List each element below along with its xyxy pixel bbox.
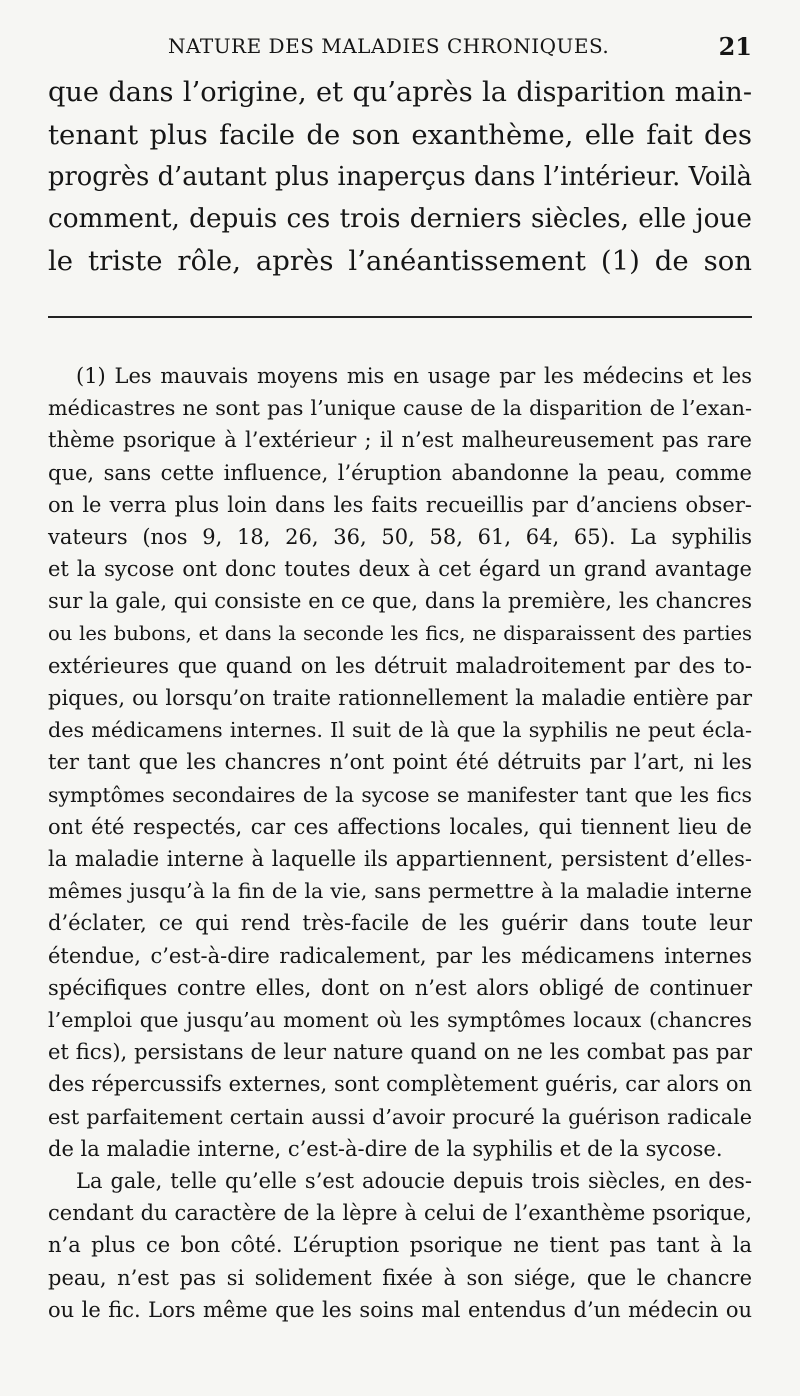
footnote-line: on le verra plus loin dans les faits recueillis par d’anciens obser- — [48, 492, 752, 517]
footnote-line: de la maladie interne, c’est-à-dire de la syphilis et de la sycose. — [48, 1136, 723, 1161]
footnote-block — [48, 360, 752, 1326]
footnote-line: piques, ou lorsqu’on traite rationnellement la maladie entière par — [48, 686, 752, 711]
footnote-line: et la sycose ont donc toutes deux à cet égard un grand avantage — [48, 557, 752, 582]
footnote-line: n’a plus ce bon côté. L’éruption psorique ne tient pas tant à la — [48, 1233, 752, 1258]
footnote-line: sur la gale, qui consiste en ce que, dans la première, les chancres — [48, 589, 752, 614]
footnote-line: et fics), persistans de leur nature quand on ne les combat pas par — [48, 1040, 752, 1065]
footnote-line: des médicamens internes. Il suit de là que la syphilis ne peut écla- — [48, 718, 752, 743]
text-line: que dans l’origine, et qu’après la disparition main- — [48, 77, 752, 108]
footnote-line: d’éclater, ce qui rend très-facile de les guérir dans toute leur — [48, 911, 752, 936]
text-line: tenant plus facile de son exanthème, elle fait des — [48, 119, 752, 151]
footnote-separator-rule — [48, 316, 752, 318]
footnote-line: ou le fic. Lors même que les soins mal entendus d’un médecin ou — [48, 1297, 752, 1322]
page-number: 21 — [718, 32, 752, 61]
footnote-line: des répercussifs externes, sont complètement guéris, car alors on — [48, 1072, 752, 1097]
footnote-line: ont été respectés, car ces affections locales, qui tiennent lieu de — [48, 814, 752, 839]
footnote-line: symptômes secondaires de la sycose se manifester tant que les fics — [48, 782, 752, 807]
footnote-line: médicastres ne sont pas l’unique cause de la disparition de l’exan- — [48, 396, 752, 421]
footnote-line: thème psorique à l’extérieur ; il n’est malheureusement pas rare — [48, 428, 752, 453]
page-header — [48, 30, 752, 62]
footnote-line: l’emploi que jusqu’au moment où les symptômes locaux (chancres — [48, 1008, 752, 1033]
running-title: NATURE DES MALADIES CHRONIQUES. — [168, 34, 610, 58]
footnote-line: étendue, c’est-à-dire radicalement, par les médicamens internes — [48, 943, 752, 968]
text-line: progrès d’autant plus inaperçus dans l’intérieur. Voilà — [48, 162, 752, 192]
text-line: le triste rôle, après l’anéantissement (1) de son — [48, 245, 752, 277]
footnote-line: peau, n’est pas si solidement fixée à son siége, que le chancre — [48, 1265, 752, 1290]
footnote-line: (1) Les mauvais moyens mis en usage par les médecins et les — [76, 364, 752, 388]
footnote-line: La gale, telle qu’elle s’est adoucie depuis trois siècles, en des- — [76, 1169, 752, 1194]
footnote-line: que, sans cette influence, l’éruption abandonne la peau, comme — [48, 460, 752, 485]
footnote-line: mêmes jusqu’à la fin de la vie, sans permettre à la maladie interne — [48, 879, 752, 904]
footnote-line: extérieures que quand on les détruit maladroitement par des to- — [48, 653, 752, 678]
footnote-line: cendant du caractère de la lèpre à celui de l’exanthème psorique, — [48, 1201, 752, 1226]
footnote-line: la maladie interne à laquelle ils appartiennent, persistent d’elles- — [48, 847, 752, 872]
footnote-line: ou les bubons, et dans la seconde les fics, ne disparaissent des parties — [48, 621, 752, 645]
text-line: comment, depuis ces trois derniers siècles, elle joue — [48, 204, 752, 234]
footnote-line: ter tant que les chancres n’ont point été détruits par l’art, ni les — [48, 750, 752, 775]
main-text-block — [48, 72, 752, 282]
footnote-line: vateurs (nos 9, 18, 26, 36, 50, 58, 61, 64, 65). La syphilis — [48, 525, 752, 550]
footnote-line: spécifiques contre elles, dont on n’est alors obligé de continuer — [48, 975, 752, 1000]
footnote-line: est parfaitement certain aussi d’avoir procuré la guérison radicale — [48, 1104, 752, 1129]
